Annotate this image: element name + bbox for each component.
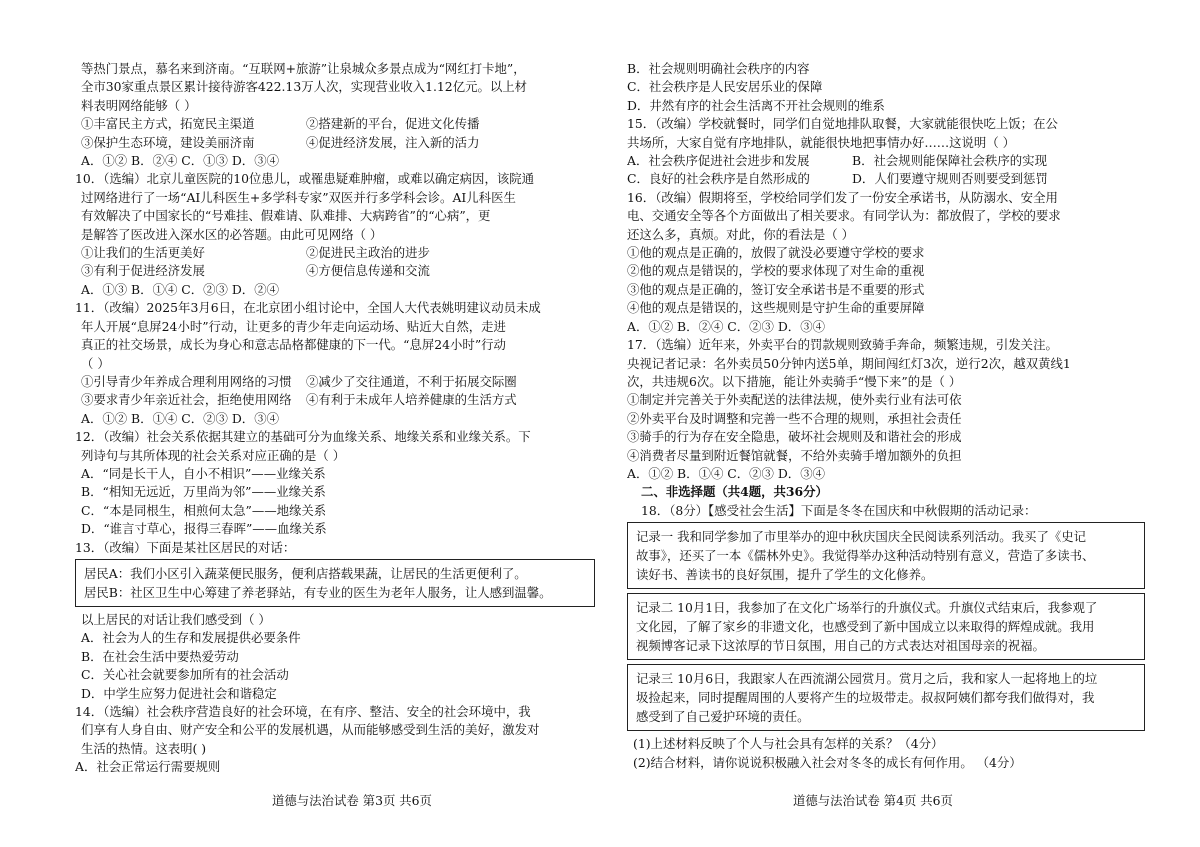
text-line: A．社会为人的生存和发展提供必要条件: [81, 630, 301, 646]
record-line: 记录三 10月6日，我跟家人在西流湖公园赏月。赏月之后，我和家人一起将地上的垃: [636, 671, 1098, 687]
text-line: C．关心社会就要参加所有的社会活动: [81, 667, 289, 683]
section-title: 二、非选择题（共4题，共36分）: [641, 484, 828, 500]
text-line-option-a: A．社会秩序促进社会进步和发展: [627, 153, 810, 169]
text-line: [75, 262, 595, 280]
right-column: [627, 60, 1145, 772]
text-line-option-a: C．良好的社会秩序是自然形成的: [627, 171, 810, 187]
text-line-option-b: B．社会规则能保障社会秩序的实现: [852, 153, 1047, 169]
text-line: ④他的观点是错误的，这些规则是守护生命的重要屏障: [627, 300, 925, 316]
text-line: 11．（改编）2025年3月6日，在北京团小组讨论中，全国人大代表姚明建议动员未成: [75, 300, 541, 316]
text-line: 年人开展“息屏24小时”行动，让更多的青少年走向运动场、贴近大自然，走进: [81, 318, 506, 334]
text-line-option-a: ③保护生态环境，建设美丽济南: [81, 134, 255, 150]
text-line: 们享有人身自由、财产安全和公平的发展机遇，从而能够感受到生活的美好，激发对: [81, 722, 540, 738]
text-line: [75, 244, 595, 262]
text-line: [627, 152, 1145, 170]
text-line: （ ）: [81, 355, 110, 371]
text-line: D．中学生应努力促进社会和谐稳定: [81, 685, 277, 701]
text-line-option-b: ②促进民主政治的进步: [306, 245, 430, 261]
text-line: ①制定并完善关于外卖配送的法律法规，使外卖行业有法可依: [627, 392, 962, 408]
question-18: 18．（8分）【感受社会生活】下面是冬冬在国庆和中秋假期的活动记录：: [641, 502, 1037, 518]
text-line: 料表明网络能够（ ）: [81, 97, 197, 113]
text-line: 以上居民的对话让我们感受到（ ）: [81, 611, 271, 627]
text-line: [627, 170, 1145, 188]
text-line: A．社会正常运行需要规则: [75, 759, 221, 775]
text-line: B．在社会生活中要热爱劳动: [81, 648, 239, 664]
text-line: A．①② B．①④ C．②③ D．③④: [627, 465, 825, 481]
record-line: 文化园，了解了家乡的非遗文化，也感受到了新中国成立以来取得的辉煌成就。我用: [636, 619, 1095, 635]
text-line-option-b: ②减少了交往通道，不利于拓展交际圈: [306, 373, 517, 389]
text-line: 16．（改编）假期将至，学校给同学们发了一份安全承诺书，从防溺水、安全用: [627, 189, 1058, 205]
text-line: 央视记者记录：名外卖员50分钟内送5单，期间闯红灯3次，逆行2次，越双黄线1: [627, 355, 1071, 371]
footer-page-3: 道德与法治试卷 第3页 共6页: [272, 793, 432, 808]
text-line-option-a: ①丰富民主方式，拓宽民主渠道: [81, 116, 255, 132]
text-line: D．井然有序的社会生活离不开社会规则的维系: [627, 97, 885, 113]
text-line: ③骑手的行为存在安全隐患，破坏社会规则及和谐社会的形成: [627, 429, 962, 445]
text-line: 是解答了医改进入深水区的必答题。由此可见网络（ ）: [81, 226, 383, 242]
text-line: 12．（改编）社会关系依据其建立的基础可分为血缘关系、地缘关系和业缘关系。下: [75, 429, 531, 445]
left-column: [75, 60, 595, 777]
text-line-option-a: ①引导青少年养成合理利用网络的习惯: [81, 373, 292, 389]
text-line: C．“本是同根生，相煎何太急”——地缘关系: [81, 502, 327, 518]
text-line-option-b: D．人们要遵守规则否则要受到惩罚: [852, 171, 1048, 187]
record-line: 感受到了自己爱护环境的责任。: [636, 709, 810, 725]
text-line: B．“相知无远近，万里尚为邻”——业缘关系: [81, 484, 326, 500]
text-line: [75, 134, 595, 152]
text-line-option-b: ④有利于未成年人培养健康的生活方式: [306, 392, 517, 408]
record-line: 圾捡起来，同时提醒周围的人要将产生的垃圾带走。叔叔阿姨们都夸我们做得对，我: [636, 690, 1095, 706]
text-line: 列诗句与其所体现的社会关系对应正确的是（ ）: [81, 447, 346, 463]
text-line: 有效解决了中国家长的“号难挂、假难请、队难排、大病跨省”的“心病”，更: [81, 208, 491, 224]
dialogue-box: [75, 559, 595, 607]
text-line: A．①③ B．①④ C．②③ D．②④: [81, 281, 279, 297]
text-line: 次，共违规6次。以下措施，能让外卖骑手“慢下来”的是（ ）: [627, 373, 962, 389]
text-line: 13．（改编）下面是某社区居民的对话：: [75, 539, 296, 555]
text-line: A．“同是长干人，自小不相识”——业缘关系: [81, 465, 326, 481]
dialogue-line: 居民B：社区卫生中心筹建了养老驿站，有专业的医生为老年人服务，让人感到温馨。: [84, 584, 552, 600]
text-line: [75, 373, 595, 391]
text-line: [75, 391, 595, 409]
text-line: C．社会秩序是人民安居乐业的保障: [627, 79, 823, 95]
text-line: 17．（选编）近年来，外卖平台的罚款规则致骑手奔命，频繁违规，引发关注。: [627, 337, 1058, 353]
record-box: [627, 664, 1145, 731]
record-line: 记录二 10月1日，我参加了在文化广场举行的升旗仪式。升旗仪式结束后，我参观了: [636, 600, 1098, 616]
record-line: 视频博客记录下这浓厚的节日氛围，用自己的方式表达对祖国母亲的祝福。: [636, 638, 1045, 654]
text-line: A．①② B．②④ C．②③ D．③④: [627, 318, 825, 334]
text-line: 过网络进行了一场“AI儿科医生+多学科专家”双医并行多学科会诊。AI儿科医生: [81, 189, 516, 205]
record-line: 故事》，还买了一本《儒林外史》。我觉得举办这种活动特别有意义，营造了多读书、: [636, 548, 1095, 564]
text-line: 共场所，大家自觉有序地排队，就能很快地把事情办好……这说明（ ）: [627, 134, 1016, 150]
text-line: 10．（选编）北京儿童医院的10位患儿，或罹患疑难肿瘤，或难以确定病因，该院通: [75, 171, 535, 187]
text-line: A．①② B．①④ C．②③ D．③④: [81, 410, 279, 426]
text-line: D．“谁言寸草心，报得三春晖”——血缘关系: [81, 521, 327, 537]
text-line: ③他的观点是正确的，签订安全承诺书是不重要的形式: [627, 281, 925, 297]
text-line: ②他的观点是错误的，学校的要求体现了对生命的重视: [627, 263, 925, 279]
text-line: ①他的观点是正确的，放假了就没必要遵守学校的要求: [627, 245, 925, 261]
record-box: [627, 522, 1145, 589]
text-line-option-a: ①让我们的生活更美好: [81, 245, 205, 261]
text-line-option-a: ③要求青少年亲近社会，拒绝使用网络: [81, 392, 292, 408]
text-line-option-b: ④方便信息传递和交流: [306, 263, 430, 279]
text-line: 真正的社交场景，成长为身心和意志品格都健康的下一代。“息屏24小时”行动: [81, 337, 506, 353]
footer-page-4: 道德与法治试卷 第4页 共6页: [793, 793, 953, 808]
sub-question: (2)结合材料，请你说说积极融入社会对冬冬的成长有何作用。 （4分）: [633, 754, 1022, 770]
sub-question: (1)上述材料反映了个人与社会具有怎样的关系？（4分）: [633, 736, 944, 752]
text-line: 14．（选编）社会秩序营造良好的社会环境，在有序、整洁、安全的社会环境中，我: [75, 704, 531, 719]
text-line: ④消费者尽量到附近餐馆就餐，不给外卖骑手增加额外的负担: [627, 447, 962, 463]
text-line: 生活的热情。这表明( ): [81, 740, 207, 756]
text-line-option-b: ④促进经济发展，注入新的活力: [306, 134, 480, 150]
record-box: [627, 593, 1145, 660]
text-line: 15．（改编）学校就餐时，同学们自觉地排队取餐，大家就能很快吃上饭；在公: [627, 116, 1058, 132]
text-line: 全市30家重点景区累计接待游客422.13万人次，实现营业收入1.12亿元。以上材: [81, 79, 528, 95]
text-line: B．社会规则明确社会秩序的内容: [627, 61, 810, 76]
text-line: 等热门景点，慕名来到济南。“互联网+旅游”让泉城众多景点成为“网红打卡地”，: [81, 61, 526, 76]
text-line-option-a: ③有利于促进经济发展: [81, 263, 205, 279]
record-line: 记录一 我和同学参加了市里举办的迎中秋庆国庆全民阅读系列活动。我买了《史记: [636, 529, 1087, 545]
record-line: 读好书、善读书的良好氛围，提升了学生的文化修养。: [636, 567, 934, 583]
text-line: 还这么多，真烦。对此，你的看法是（ ）: [627, 226, 854, 242]
text-line: 电、交通安全等各个方面做出了相关要求。有同学认为：都放假了，学校的要求: [627, 208, 1061, 224]
text-line: ②外卖平台及时调整和完善一些不合理的规则，承担社会责任: [627, 410, 962, 426]
text-line: [75, 115, 595, 133]
dialogue-line: 居民A：我们小区引入蔬菜便民服务，便利店搭载果蔬，让居民的生活更便利了。: [84, 565, 527, 581]
text-line: A．①② B．②④ C．①③ D．③④: [81, 153, 279, 169]
text-line-option-b: ②搭建新的平台，促进文化传播: [306, 116, 480, 132]
